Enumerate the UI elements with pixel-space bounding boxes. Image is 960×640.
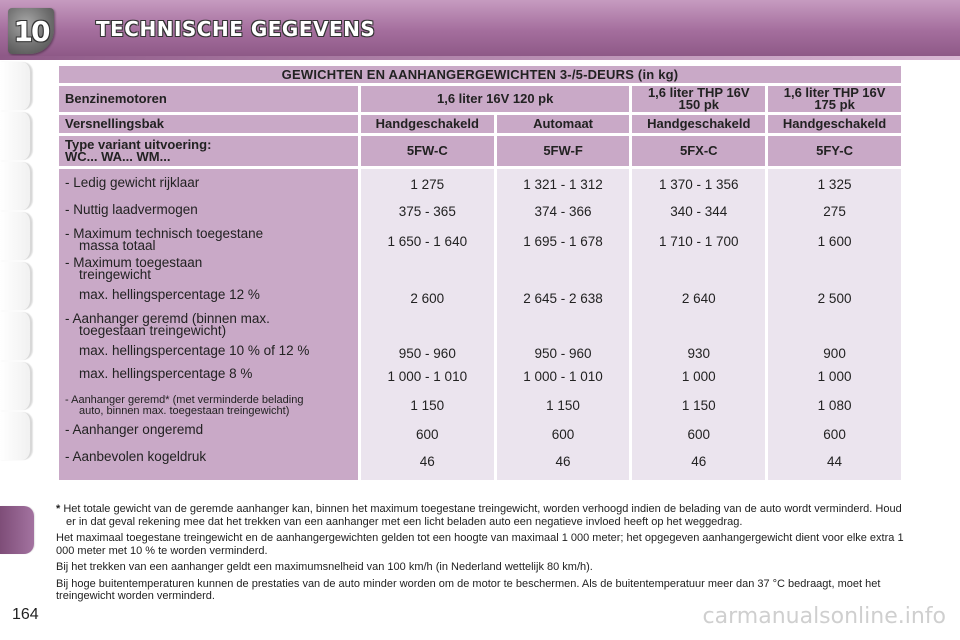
row-label: toegestaan treingewicht): [79, 323, 227, 338]
chapter-badge: [8, 8, 54, 54]
row-label: - Aanhanger ongeremd: [65, 422, 204, 437]
labels-column: [59, 169, 358, 480]
row-value: 44: [827, 454, 843, 469]
footnote: * Het totale gewicht van de geremde aanhanger kan, binnen het maximum toegestane treingewicht, worden verhoogd indien de belading van de auto wordt verminderd. Houd er in dat geval rekening mee dat het trekken van een aanhanger met een licht beladen auto een negatieve invloed heeft op het weggedrag.: [56, 503, 902, 528]
watermark: carmanualsonline.info: [702, 604, 946, 629]
row-value: 2 640: [681, 291, 716, 306]
row-label: auto, binnen max. toegestaan treingewicht): [79, 405, 290, 417]
note-temperature: Bij hoge buitentemperaturen kunnen de prestaties van de auto minder worden om de motor te beschermen. Als de buitentemperatuur meer dan 37 °C bedraagt, moet het treingewicht worden verminderd.: [56, 577, 881, 602]
gearbox-value: Handgeschakeld: [361, 115, 494, 133]
variant-value: 5FW-F: [497, 136, 630, 166]
row-value: 1 321 - 1 312: [523, 177, 603, 192]
row-label: - Aanhanger geremd (binnen max.: [65, 311, 270, 326]
chapter-tab[interactable]: [0, 312, 32, 360]
values-column: [497, 169, 630, 480]
row-value: 600: [687, 427, 711, 442]
row-value: 1 150: [546, 398, 580, 413]
row-value: 375 - 365: [398, 204, 456, 219]
row-value: 1 710 - 1 700: [658, 234, 739, 249]
gearbox-row-label: Versnellingsbak: [59, 115, 358, 133]
variant-value: 5FW-C: [361, 136, 494, 166]
row-value: 1 000: [681, 369, 716, 384]
chapter-tab[interactable]: [0, 262, 32, 310]
variant-value: 5FX-C: [632, 136, 765, 166]
row-value: 950 - 960: [534, 346, 592, 361]
chapter-tab[interactable]: [0, 212, 32, 260]
row-value: 600: [551, 427, 575, 442]
row-value: 1 150: [410, 398, 445, 413]
row-value: 1 370 - 1 356: [658, 177, 739, 192]
row-label: - Maximum toegestaan: [65, 255, 203, 270]
values-column: [768, 169, 901, 480]
row-value: 46: [691, 454, 707, 469]
row-value: 900: [823, 346, 846, 361]
row-value: 1 000 - 1 010: [523, 369, 603, 384]
row-value: 2 645 - 2 638: [523, 291, 603, 306]
chapter-tab-active[interactable]: [0, 506, 34, 554]
row-value: 1 000 - 1 010: [387, 369, 468, 384]
row-value: 1 000: [817, 369, 852, 384]
page-title: TECHNISCHE GEGEVENS: [96, 17, 376, 41]
gearbox-value: Handgeschakeld: [632, 115, 765, 133]
row-label: - Ledig gewicht rijklaar: [65, 175, 200, 190]
chapter-tab[interactable]: [0, 162, 32, 210]
row-value: 930: [687, 346, 711, 361]
row-value: 600: [823, 427, 846, 442]
note-altitude: Het maximaal toegestane treingewicht en de aanhangergewichten gelden tot een hoogte van maximaal 1 000 meter; het opgegeven aanhangergewicht dient voor elke extra 1 000 meter met 10 % te worden verminderd.: [56, 532, 904, 557]
engine-row-label: Benzinemotoren: [59, 86, 358, 112]
row-value: 46: [419, 454, 435, 469]
engine-3: 1,6 liter THP 16V 175 pk: [768, 86, 901, 112]
row-value: 1 150: [681, 398, 716, 413]
row-value: 46: [555, 454, 571, 469]
row-value: 1 275: [410, 177, 445, 192]
row-value: 1 080: [817, 398, 852, 413]
page-header: [0, 0, 960, 56]
variant-row-label: Type variant uitvoering: WC... WA... WM...: [59, 136, 358, 166]
row-label: max. hellingspercentage 12 %: [79, 287, 260, 302]
row-value: 1 695 - 1 678: [523, 234, 603, 249]
chapter-tabs: [0, 62, 36, 562]
row-label: - Aanbevolen kogeldruk: [65, 449, 207, 464]
page-number: 164: [12, 606, 39, 623]
chapter-tab[interactable]: [0, 412, 32, 460]
chapter-tab[interactable]: [0, 62, 32, 110]
gearbox-value: Automaat: [497, 115, 630, 133]
variant-value: 5FY-C: [768, 136, 901, 166]
row-value: 600: [416, 427, 439, 442]
row-value: 1 600: [817, 234, 852, 249]
row-label: max. hellingspercentage 8 %: [79, 366, 253, 381]
row-label: - Aanhanger geremd* (met verminderde belading: [65, 394, 304, 406]
row-value: 340 - 344: [670, 204, 728, 219]
row-label: - Maximum technisch toegestane: [65, 226, 264, 241]
weights-table: [56, 63, 904, 483]
chapter-number: 10: [13, 14, 49, 48]
row-value: 2 500: [817, 291, 852, 306]
table-title: GEWICHTEN EN AANHANGERGEWICHTEN 3-/5-DEURS (in kg): [59, 66, 901, 83]
gearbox-value: Handgeschakeld: [768, 115, 901, 133]
row-label: - Nuttig laadvermogen: [65, 202, 198, 217]
values-column: [632, 169, 765, 480]
values-column: [361, 169, 494, 480]
row-value: 1 325: [817, 177, 852, 192]
row-value: 2 600: [410, 291, 445, 306]
row-label: treingewicht: [79, 267, 152, 282]
engine-1: 1,6 liter 16V 120 pk: [361, 86, 629, 112]
chapter-tab[interactable]: [0, 362, 32, 410]
row-label: max. hellingspercentage 10 % of 12 %: [79, 343, 310, 358]
engine-2: 1,6 liter THP 16V 150 pk: [632, 86, 765, 112]
notes-section: [56, 503, 906, 607]
row-value: 374 - 366: [534, 204, 592, 219]
row-label: massa totaal: [79, 238, 156, 253]
header-divider: [0, 56, 960, 60]
row-value: 950 - 960: [398, 346, 456, 361]
row-value: 1 650 - 1 640: [387, 234, 468, 249]
row-value: 275: [823, 204, 846, 219]
chapter-tab[interactable]: [0, 112, 32, 160]
note-speed: Bij het trekken van een aanhanger geldt een maximumsnelheid van 100 km/h (in Nederland wettelijk 80 km/h).: [56, 561, 593, 573]
